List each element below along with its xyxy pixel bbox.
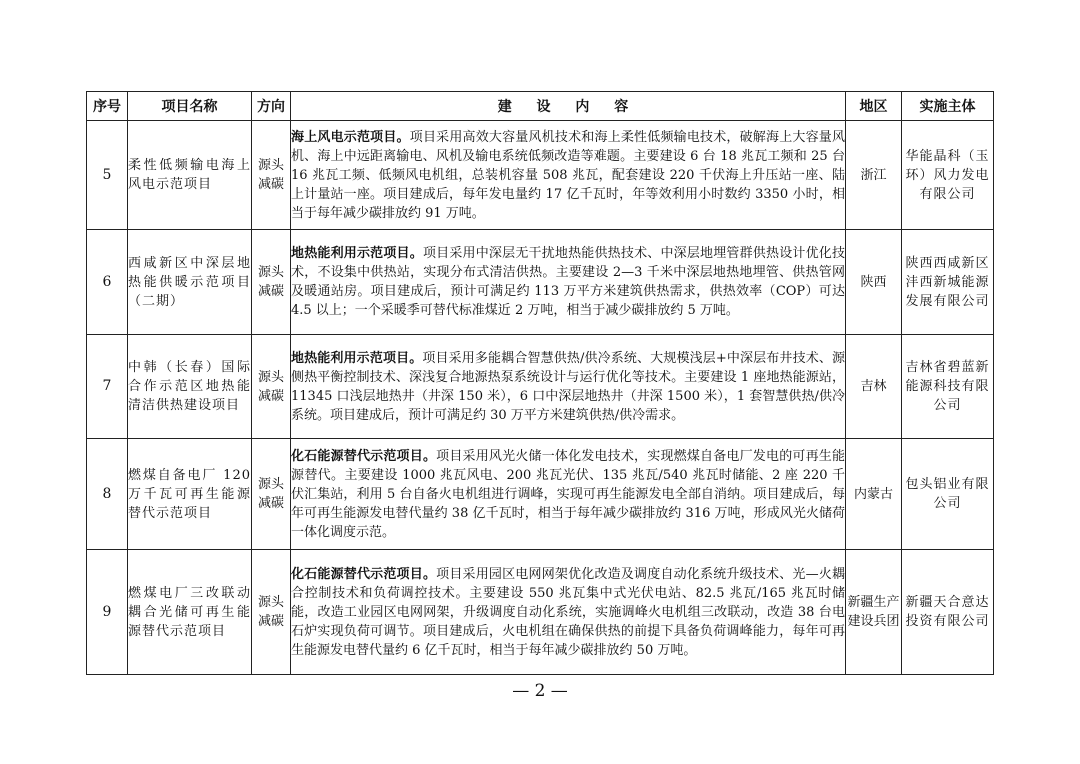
row-region: 浙江 xyxy=(846,121,902,230)
row-entity: 陕西西咸新区沣西新城能源发展有限公司 xyxy=(902,230,994,335)
row-direction: 源头减碳 xyxy=(252,121,291,230)
row-content-body: 项目采用园区电网网架优化改造及调度自动化系统升级技术、光—火耦合控制技术和负荷调控技术。主要建设 550 兆瓦集中式光伏电站、82.5 兆瓦/165 兆瓦时储能，改造工业园区电网网架，升级调度自动化系统，实施调峰火电机组三改联动，改造 38 台电石炉实现负荷可调节。项目建成后，火电机组在确保供热的前提下具备负荷调峰能力，每年可再生能源发电替代量约 6 亿千瓦时，相当于每年减少碳排放约 50 万吨。 xyxy=(291,566,845,658)
row-direction: 源头减碳 xyxy=(252,230,291,335)
row-content-title: 化石能源替代示范项目。 xyxy=(291,448,437,464)
row-project-name: 西咸新区中深层地热能供暖示范项目（二期） xyxy=(128,230,252,335)
row-entity: 新疆天合意达投资有限公司 xyxy=(902,550,994,675)
row-content-body: 项目采用多能耦合智慧供热/供冷系统、大规模浅层+中深层布井技术、源侧热平衡控制技术、深浅复合地源热泵系统设计与运行优化等技术。主要建设 1 座地热能源站，11345 口浅层地热井（井深 150 米），6 口中深层地热井（井深 1500 米），1 套智慧供热/供冷系统。项目建成后，预计可满足约 30 万平方米建筑供热/供冷需求。 xyxy=(291,350,845,423)
table-row xyxy=(87,550,994,675)
row-content-title: 化石能源替代示范项目。 xyxy=(291,566,437,582)
row-region: 新疆生产建设兵团 xyxy=(846,550,902,675)
row-entity: 包头铝业有限公司 xyxy=(902,439,994,550)
row-content-body: 项目采用风光火储一体化发电技术，实现燃煤自备电厂发电的可再生能源替代。主要建设 1000 兆瓦风电、200 兆瓦光伏、135 兆瓦/540 兆瓦时储能、2 座 220 千伏汇集站，利用 5 台自备火电机组进行调峰，实现可再生能源发电全部自消纳。项目建成后，每年可再生能源发电替代量约 38 亿千瓦时，相当于每年减少碳排放约 316 万吨，形成风光火储荷一体化调度示范。 xyxy=(291,448,845,540)
row-content xyxy=(291,121,846,230)
table-row xyxy=(87,335,994,439)
row-project-name: 燃煤电厂三改联动耦合光储可再生能源替代示范项目 xyxy=(128,550,252,675)
row-direction: 源头减碳 xyxy=(252,550,291,675)
row-project-name: 中韩（长春）国际合作示范区地热能清洁供热建设项目 xyxy=(128,335,252,439)
row-content-title: 地热能利用示范项目。 xyxy=(291,246,423,261)
table-row xyxy=(87,121,994,230)
header-entity: 实施主体 xyxy=(902,92,994,121)
row-region: 吉林 xyxy=(846,335,902,439)
header-direction: 方向 xyxy=(252,92,291,121)
header-name: 项目名称 xyxy=(128,92,252,121)
row-content xyxy=(291,439,846,550)
row-content xyxy=(291,550,846,675)
row-project-name: 柔性低频输电海上风电示范项目 xyxy=(128,121,252,230)
header-seq: 序号 xyxy=(87,92,128,121)
row-seq: 6 xyxy=(87,230,128,335)
header-region: 地区 xyxy=(846,92,902,121)
row-content xyxy=(291,230,846,335)
table-row xyxy=(87,439,994,550)
header-content: 建 设 内 容 xyxy=(291,92,846,121)
row-seq: 9 xyxy=(87,550,128,675)
row-content-title: 海上风电示范项目。 xyxy=(291,129,410,145)
row-region: 内蒙古 xyxy=(846,439,902,550)
row-direction: 源头减碳 xyxy=(252,439,291,550)
row-project-name: 燃煤自备电厂 120 万千瓦可再生能源替代示范项目 xyxy=(128,439,252,550)
row-content xyxy=(291,335,846,439)
row-entity: 吉林省碧蓝新能源科技有限公司 xyxy=(902,335,994,439)
row-content-title: 地热能利用示范项目。 xyxy=(291,350,423,366)
row-seq: 7 xyxy=(87,335,128,439)
table-row xyxy=(87,230,994,335)
row-entity: 华能晶科（玉环）风力发电有限公司 xyxy=(902,121,994,230)
projects-table xyxy=(86,91,994,675)
row-content-body: 项目采用高效大容量风机技术和海上柔性低频输电技术，破解海上大容量风机、海上中远距离输电、风机及输电系统低频改造等难题。主要建设 6 台 18 兆瓦工频和 25 台 16 兆瓦工频、低频风电机组，总装机容量 508 兆瓦，配套建设 220 千伏海上升压站一座、陆上计量站一座。项目建成后，每年发电量约 17 亿千瓦时，年等效利用小时数约 3350 小时，相当于每年减少碳排放约 91 万吨。 xyxy=(291,129,845,221)
page-number: — 2 — xyxy=(512,681,568,701)
row-direction: 源头减碳 xyxy=(252,335,291,439)
row-seq: 8 xyxy=(87,439,128,550)
row-region: 陕西 xyxy=(846,230,902,335)
row-content-body: 项目采用中深层无干扰地热能供热技术、中深层地埋管群供热设计优化技术，不设集中供热站，实现分布式清洁供热。主要建设 2—3 千米中深层地热地埋管、供热管网及暖通站房。项目建成后，预计可满足约 113 万平方米建筑供热需求，供热效率（COP）可达 4.5 以上；一个采暖季可替代标准煤近 2 万吨，相当于减少碳排放约 5 万吨。 xyxy=(291,246,845,318)
table-header-row xyxy=(87,92,994,121)
row-seq: 5 xyxy=(87,121,128,230)
